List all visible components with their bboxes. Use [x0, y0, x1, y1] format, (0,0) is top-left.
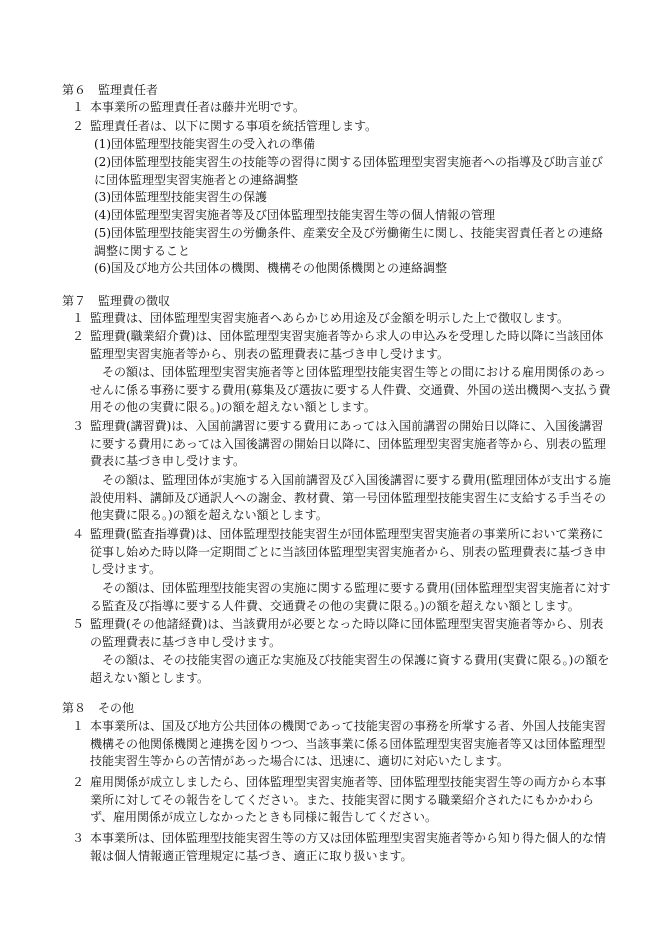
s6-item-2: 監理責任者は、以下に関する事項を統括管理します。 [90, 119, 378, 133]
section-7-title: 第７ 監理費の徴収 [62, 294, 171, 308]
s7-item-3-detail: その額は、監理団体が実施する入国前講習及び入国後講習に要する費用(監理団体が支出する施設使用料、講師及び通訳人への謝金、教材費、第一号団体監理型技能実習生に支給する手当その他実費に限る。)の額を超えない額とします。 [90, 473, 611, 522]
s6-sub-5: (5)団体監理型技能実習生の労働条件、産業安全及び労働衛生に関し、技能実習責任者との連絡調整に関すること [94, 226, 604, 258]
s6-sub-4: (4)団体監理型実習実施者等及び団体監理型技能実習生等の個人情報の管理 [94, 208, 496, 222]
s7-item-3: 監理費(講習費)は、入国前講習に要する費用にあっては入国前講習の開始日以降に、入国後講習に要する費用にあっては入国後講習の開始日以降に、団体監理型実習実施者等から、別表の監理費表に基づき申し受けます。 [90, 419, 606, 468]
item-number: ５ [72, 617, 85, 631]
s6-item-1: 本事業所の監理責任者は藤井光明です。 [90, 100, 306, 114]
s7-item-2-detail: その額は、団体監理型実習実施者等と団体監理型技能実習生等との間における雇用関係のあっせんに係る事務に要する費用(募集及び選抜に要する人件費、交通費、外国の送出機関へ支払う費用その他の実費に限る。)の額を超えない額とします。 [90, 365, 611, 414]
s7-item-5-detail: その額は、その技能実習の適正な実施及び技能実習生の保護に資する費用(実費に限る。)の額を超えない額とします。 [90, 653, 610, 685]
s6-sub-6: (6)国及び地方公共団体の機関、機構その他関係機関との連絡調整 [94, 261, 448, 275]
s7-item-4: 監理費(監査指導費)は、団体監理型技能実習生が団体監理型実習実施者の事業所において業務に従事し始めた時以降一定期間ごとに当該団体監理型実習実施者から、別表の監理費表に基づき申し受けます。 [90, 527, 607, 576]
item-number: ２ [72, 775, 85, 789]
item-number: ３ [72, 419, 85, 433]
item-number: １ [72, 100, 85, 114]
item-number: ２ [72, 329, 85, 343]
s6-sub-1: (1)団体監理型技能実習生の受入れの準備 [94, 137, 315, 151]
s8-item-1: 本事業所は、国及び地方公共団体の機関であって技能実習の事務を所掌する者、外国人技能実習機構その他関係機関と連携を図りつつ、当該事業に係る団体監理型実習実施者等又は団体監理型技能実習生等からの苦情があった場合には、迅速に、適切に対応いたします。 [90, 719, 606, 768]
section-6-title: 第６ 監理責任者 [62, 83, 159, 97]
s8-item-3: 本事業所は、団体監理型技能実習生等の方又は団体監理型実習実施者等から知り得た個人的な情報は個人情報適正管理規定に基づき、適正に取り扱います。 [90, 831, 607, 863]
item-number: １ [72, 311, 85, 325]
s7-item-2: 監理費(職業紹介費)は、団体監理型実習実施者等から求人の申込みを受理した時以降に当該団体監理型実習実施者等から、別表の監理費表に基づき申し受けます。 [90, 329, 604, 361]
s7-item-4-detail: その額は、団体監理型技能実習の実施に関する監理に要する費用(団体監理型実習実施者に対する監査及び指導に要する人件費、交通費その他の実費に限る。)の額を超えない額とします。 [90, 581, 611, 613]
s6-sub-3: (3)団体監理型技能実習生の保護 [94, 190, 267, 204]
item-number: ３ [72, 831, 85, 845]
s7-item-5: 監理費(その他諸経費)は、当該費用が必要となった時以降に団体監理型実習実施者等から、別表の監理費表に基づき申し受けます。 [90, 617, 604, 649]
item-number: ２ [72, 119, 85, 133]
s7-item-1: 監理費は、団体監理型実習実施者へあらかじめ用途及び金額を明示した上で徴収します。 [90, 311, 570, 325]
section-8-title: 第８ その他 [62, 701, 135, 715]
s6-sub-2: (2)団体監理型技能実習生の技能等の習得に関する団体監理型実習実施者への指導及び助言並びに団体監理型実習実施者との連絡調整 [94, 155, 604, 187]
item-number: １ [72, 719, 85, 733]
s8-item-2: 雇用関係が成立しましたら、団体監理型実習実施者等、団体監理型技能実習生等の両方から本事業所に対してその報告をしてください。また、技能実習に関する職業紹介されたにもかかわらず、雇用関係が成立しなかったときも同様に報告してください。 [90, 775, 607, 824]
item-number: ４ [72, 527, 85, 541]
